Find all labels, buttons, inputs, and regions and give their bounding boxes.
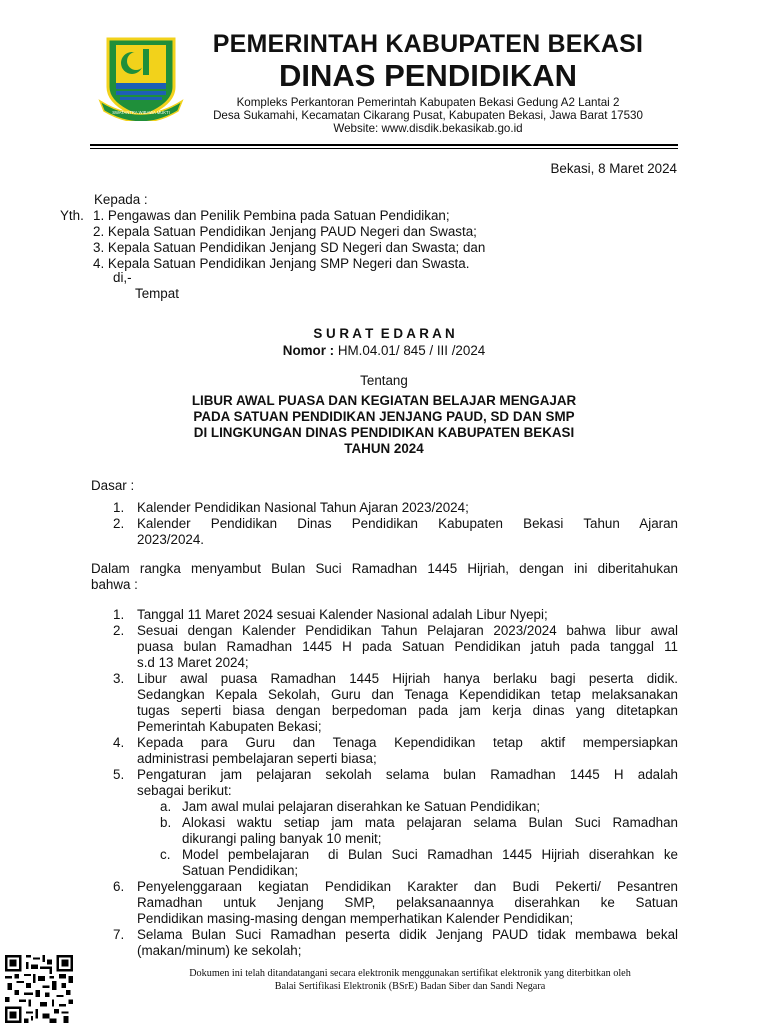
document-type: S U R A T E D A R A N <box>313 326 455 341</box>
point-number: 4. <box>113 735 125 750</box>
dasar-number: 1. <box>113 500 125 515</box>
subject-line: LIBUR AWAL PUASA DAN KEGIATAN BELAJAR MENGAJAR <box>191 393 577 408</box>
e-signature-notice: Dokumen ini telah ditandatangani secara elektronik menggunakan sertifikat elektronik yang diterbitkan oleh <box>189 968 631 979</box>
agency-name: DINAS PENDIDIKAN <box>279 58 577 93</box>
point-text: (makan/minum) ke sekolah; <box>137 943 302 958</box>
point-text: tugas seperti biasa dengan berpedoman pada jam kerja dinas yang ditetapkan <box>137 703 678 718</box>
point-text: Pendidikan masing-masing dengan memperhatikan Kalender Pendidikan; <box>137 911 574 926</box>
document-number <box>90 343 678 359</box>
subject-line: TAHUN 2024 <box>344 441 424 456</box>
address-line-1: Kompleks Perkantoran Pemerintah Kabupaten Bekasi Gedung A2 Lantai 2 <box>236 96 620 109</box>
point-text: Penyelenggaraan kegiatan Pendidikan Karakter dan Budi Pekerti/ Pesantren <box>137 879 678 894</box>
letterhead-divider-thin <box>90 148 678 149</box>
bekasi-regency-emblem <box>98 35 184 121</box>
recipient-item: 2. Kepala Satuan Pendidikan Jenjang PAUD Negeri dan Swasta; <box>93 224 477 239</box>
point-text: Sesuai dengan Kalender Pendidikan Tahun Pelajaran 2023/2024 bahwa libur awal <box>137 623 678 638</box>
point-number: 2. <box>113 623 125 638</box>
subpoint-letter: a. <box>160 799 172 814</box>
nomor-value: HM.04.01/ 845 / III /2024 <box>334 343 486 358</box>
letter-date: Bekasi, 8 Maret 2024 <box>550 161 677 176</box>
point-text: Sedangkan Kepala Sekolah, Guru dan Tenaga Kependidikan tetap melaksanakan <box>137 687 678 702</box>
tempat-label: Tempat <box>135 286 179 301</box>
letterhead-divider-thick <box>90 144 678 146</box>
tentang-label: Tentang <box>360 373 408 388</box>
point-number: 6. <box>113 879 125 894</box>
subpoint-text: Alokasi waktu setiap jam mata pelajaran selama Bulan Suci Ramadhan <box>182 815 678 830</box>
dasar-number: 2. <box>113 516 125 531</box>
dasar-text: Kalender Pendidikan Nasional Tahun Ajaran 2023/2024; <box>137 500 469 515</box>
point-number: 7. <box>113 927 125 942</box>
website-line: Website: www.disdik.bekasikab.go.id <box>333 122 523 135</box>
point-text: s.d 13 Maret 2024; <box>137 655 249 670</box>
logo-motto: SWATANTRA WIBAWA MUKTI <box>112 110 170 115</box>
point-number: 1. <box>113 607 125 622</box>
point-text: sebagai berikut: <box>137 783 232 798</box>
yth-label: Yth. <box>60 208 84 223</box>
subject-line: DI LINGKUNGAN DINAS PENDIDIKAN KABUPATEN BEKASI <box>193 425 575 440</box>
government-name: PEMERINTAH KABUPATEN BEKASI <box>212 30 644 58</box>
e-signature-notice: Balai Sertifikasi Elektronik (BSrE) Badan Siber dan Sandi Negara <box>274 981 546 992</box>
intro-text: Dalam rangka menyambut Bulan Suci Ramadhan 1445 Hijriah, dengan ini diberitahukan <box>91 561 678 576</box>
point-text: Pengaturan jam pelajaran sekolah selama bulan Ramadhan 1445 H adalah <box>137 767 678 782</box>
recipient-item: 3. Kepala Satuan Pendidikan Jenjang SD Negeri dan Swasta; dan <box>93 240 486 255</box>
point-text: Libur awal puasa Ramadhan 1445 Hijriah hanya berlaku bagi peserta didik. <box>137 671 678 686</box>
nomor-label: Nomor : <box>282 343 335 358</box>
address-line-2: Desa Sukamahi, Kecamatan Cikarang Pusat, Kabupaten Bekasi, Jawa Barat 17530 <box>213 109 643 122</box>
subpoint-text: Satuan Pendidikan; <box>182 863 299 878</box>
point-text: administrasi pembelajaran seperti biasa; <box>137 751 377 766</box>
point-text: puasa bulan Ramadhan 1445 H pada Satuan Pendidikan jatuh pada tanggal 11 <box>137 639 678 654</box>
point-text: Ramadhan untuk Jenjang SMP, pelaksanaannya diserahkan ke Satuan <box>137 895 678 910</box>
dasar-text: Kalender Pendidikan Dinas Pendidikan Kabupaten Bekasi Tahun Ajaran <box>137 516 678 531</box>
point-text: Kepada para Guru dan Tenaga Kependidikan tetap aktif mempersiapkan <box>137 735 678 750</box>
subpoint-letter: c. <box>160 847 171 862</box>
recipient-item: 4. Kepala Satuan Pendidikan Jenjang SMP Negeri dan Swasta. <box>93 256 470 271</box>
intro-text: bahwa : <box>91 577 138 592</box>
subpoint-text: Jam awal mulai pelajaran diserahkan ke Satuan Pendidikan; <box>182 799 541 814</box>
subpoint-letter: b. <box>160 815 172 830</box>
point-text: Pemerintah Kabupaten Bekasi; <box>137 719 322 734</box>
dasar-text: 2023/2024. <box>137 532 205 547</box>
subject-line: PADA SATUAN PENDIDIKAN JENJANG PAUD, SD DAN SMP <box>193 409 575 424</box>
kepada-label: Kepada : <box>94 192 148 207</box>
subpoint-text: Model pembelajaran di Bulan Suci Ramadhan 1445 Hijriah diserahkan ke <box>182 847 678 862</box>
point-number: 5. <box>113 767 125 782</box>
di-label: di,- <box>113 270 132 285</box>
dasar-label: Dasar : <box>91 478 135 493</box>
point-number: 3. <box>113 671 125 686</box>
point-text: Selama Bulan Suci Ramadhan peserta didik Jenjang PAUD tidak membawa bekal <box>137 927 678 942</box>
recipient-item: 1. Pengawas dan Penilik Pembina pada Satuan Pendidikan; <box>93 208 450 223</box>
point-text: Tanggal 11 Maret 2024 sesuai Kalender Nasional adalah Libur Nyepi; <box>137 607 548 622</box>
subpoint-text: dikurangi paling banyak 10 menit; <box>182 831 382 846</box>
